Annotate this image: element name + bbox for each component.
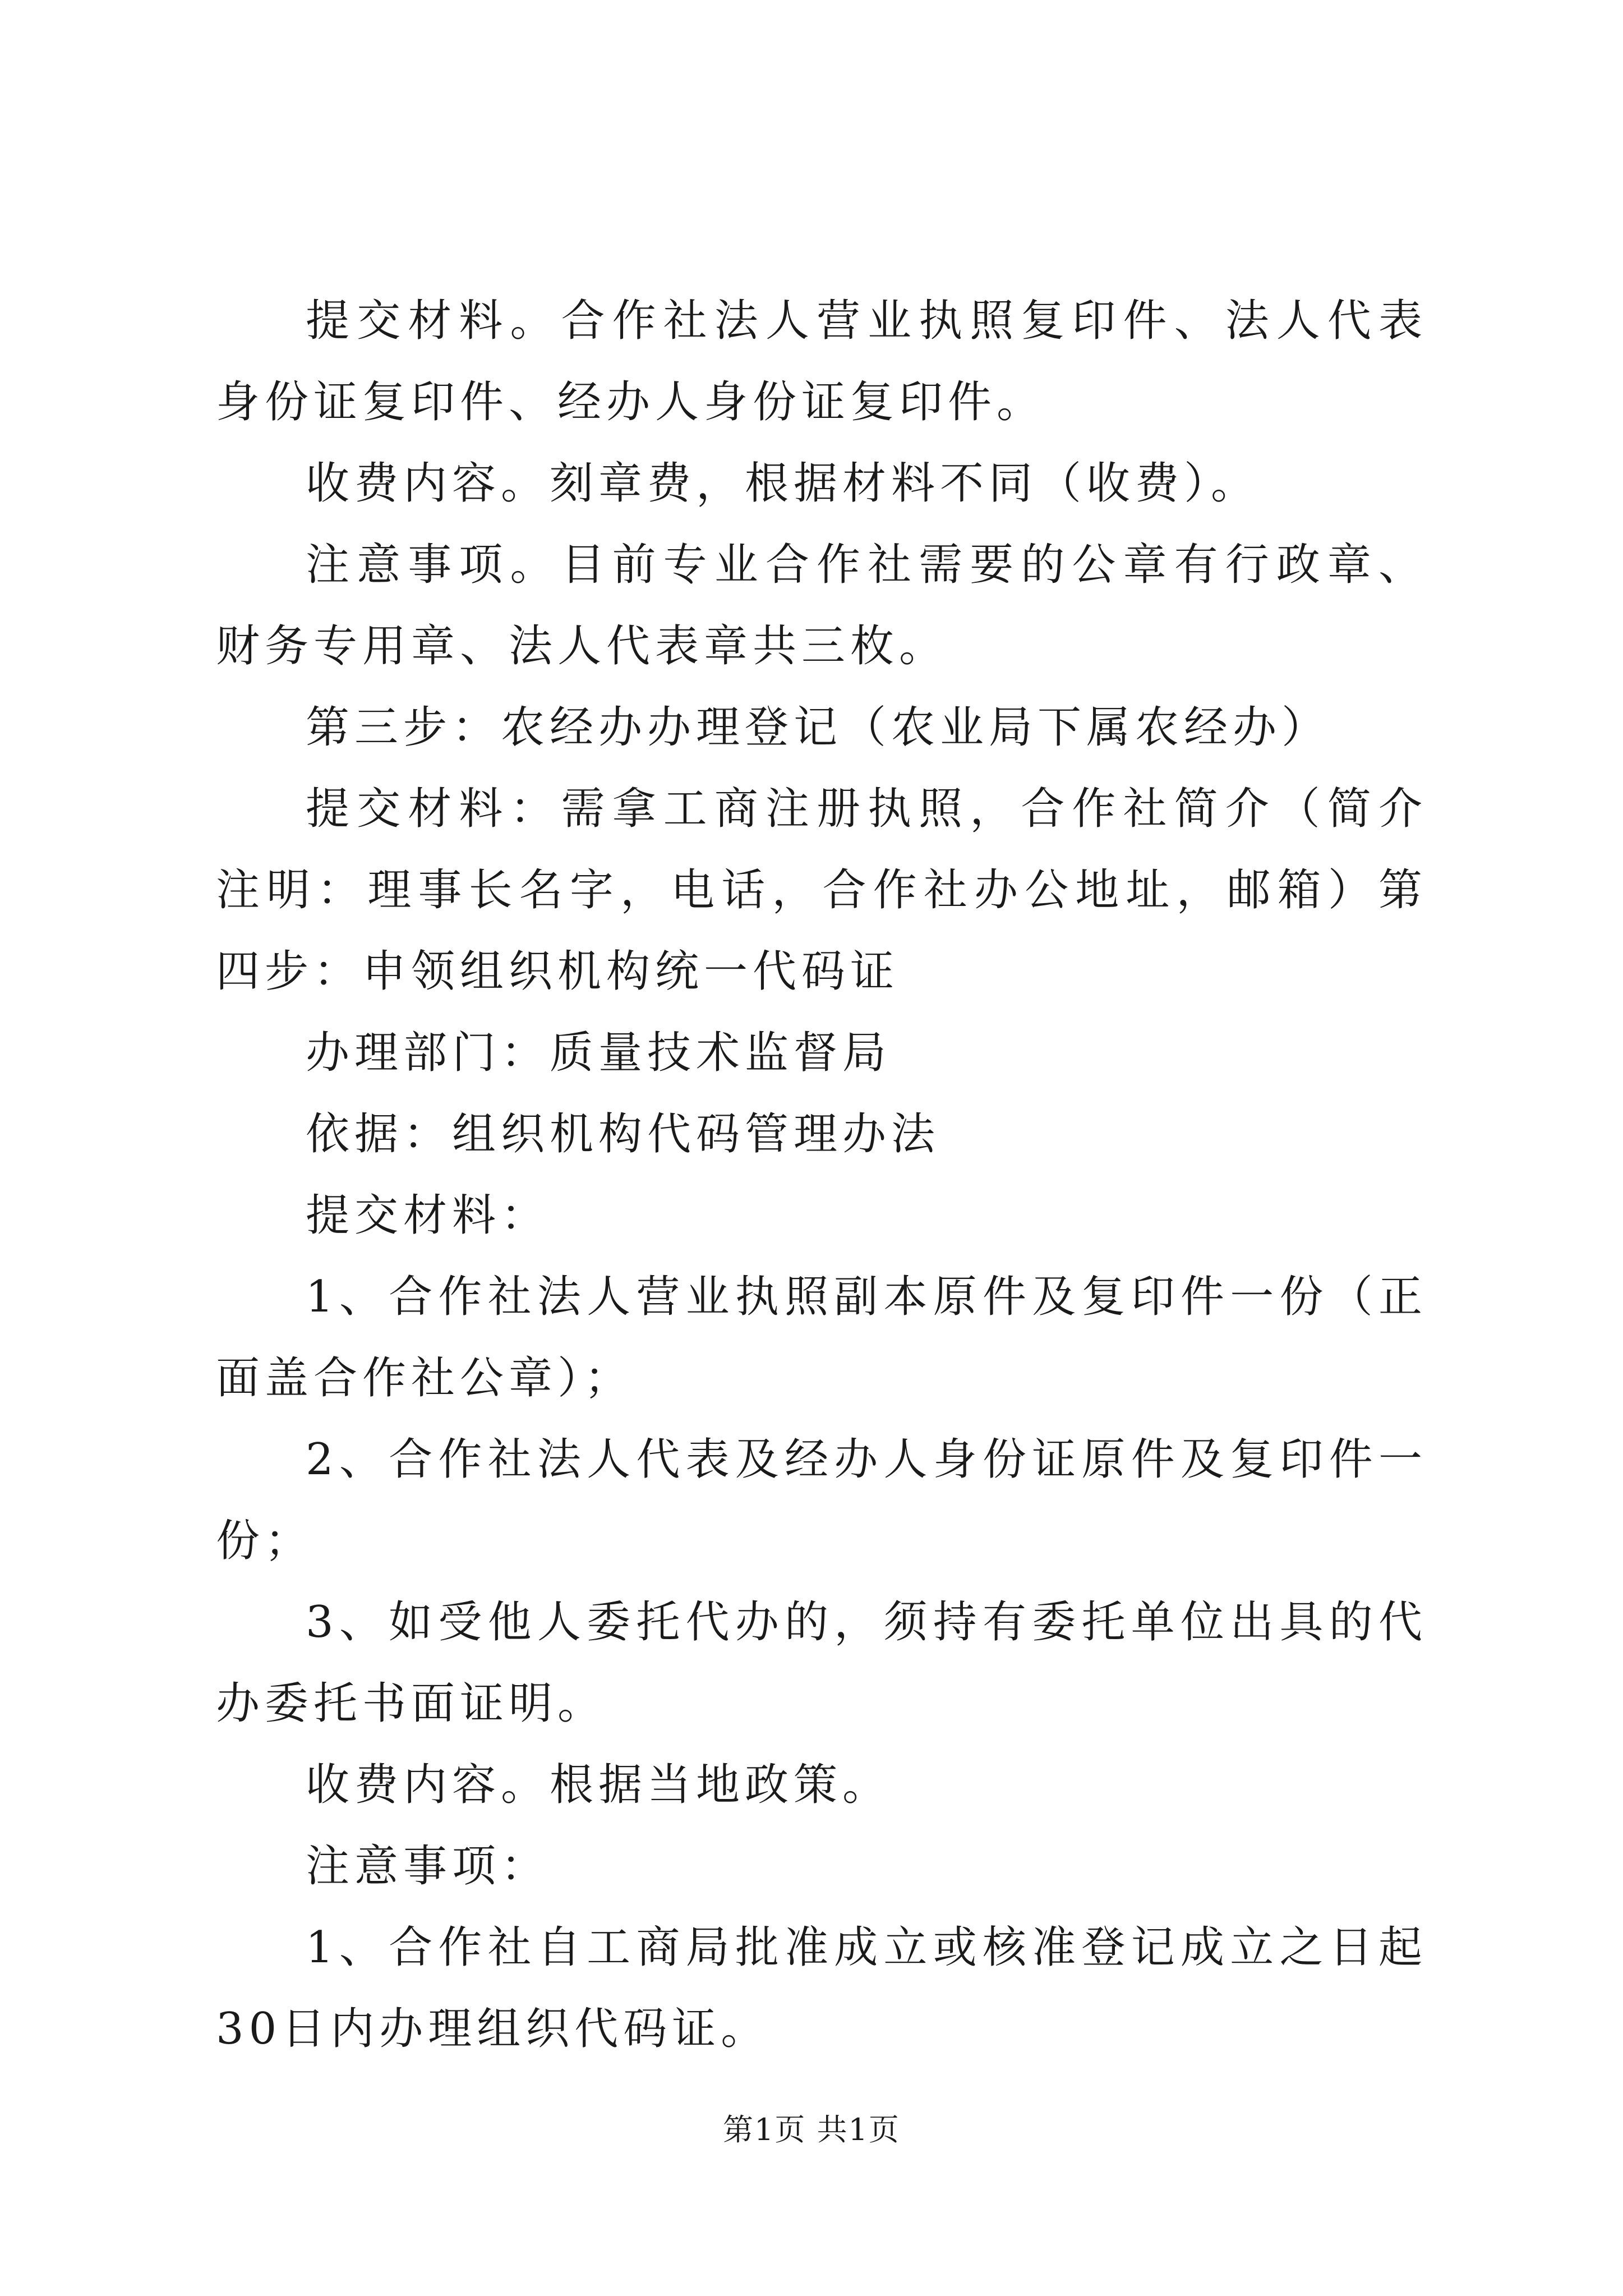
paragraph-materials-heading: 提交材料： (306, 1190, 550, 1241)
document-body (216, 280, 1427, 2070)
paragraph-basis: 依据：组织机构代码管理办法 (306, 1109, 940, 1159)
paragraph-fee-policy: 收费内容。根据当地政策。 (306, 1760, 892, 1810)
paragraph-notes-seal: 注意事项。目前专业合作社需要的公章有行政章、财务专用章、法人代表章共三枚。 (216, 540, 1427, 671)
notes-item-1: 1、合作社自工商局批准成立或核准登记成立之日起30日内办理组织代码证。 (216, 1922, 1427, 2054)
paragraph-materials-seal: 提交材料。合作社法人营业执照复印件、法人代表身份证复印件、经办人身份证复印件。 (216, 296, 1427, 427)
paragraph-fee-seal: 收费内容。刻章费，根据材料不同（收费）。 (306, 458, 1260, 509)
paragraph-materials-registration: 提交材料：需拿工商注册执照，合作社简介（简介注明：理事长名字，电话，合作社办公地址，邮箱）第四步：申领组织机构统一代码证 (216, 784, 1427, 997)
page-footer: 第1页 共1页 (723, 2112, 900, 2147)
list-item-2: 2、合作社法人代表及经办人身份证原件及复印件一份； (216, 1434, 1427, 1566)
paragraph-step-three: 第三步：农经办办理登记（农业局下属农经办） (306, 702, 1331, 753)
paragraph-department: 办理部门：质量技术监督局 (306, 1028, 892, 1078)
list-item-3: 3、如受他人委托代办的，须持有委托单位出具的代办委托书面证明。 (216, 1597, 1427, 1729)
list-item-1: 1、合作社法人营业执照副本原件及复印件一份（正面盖合作社公章）； (216, 1272, 1427, 1404)
paragraph-notes-heading: 注意事项： (306, 1841, 550, 1892)
